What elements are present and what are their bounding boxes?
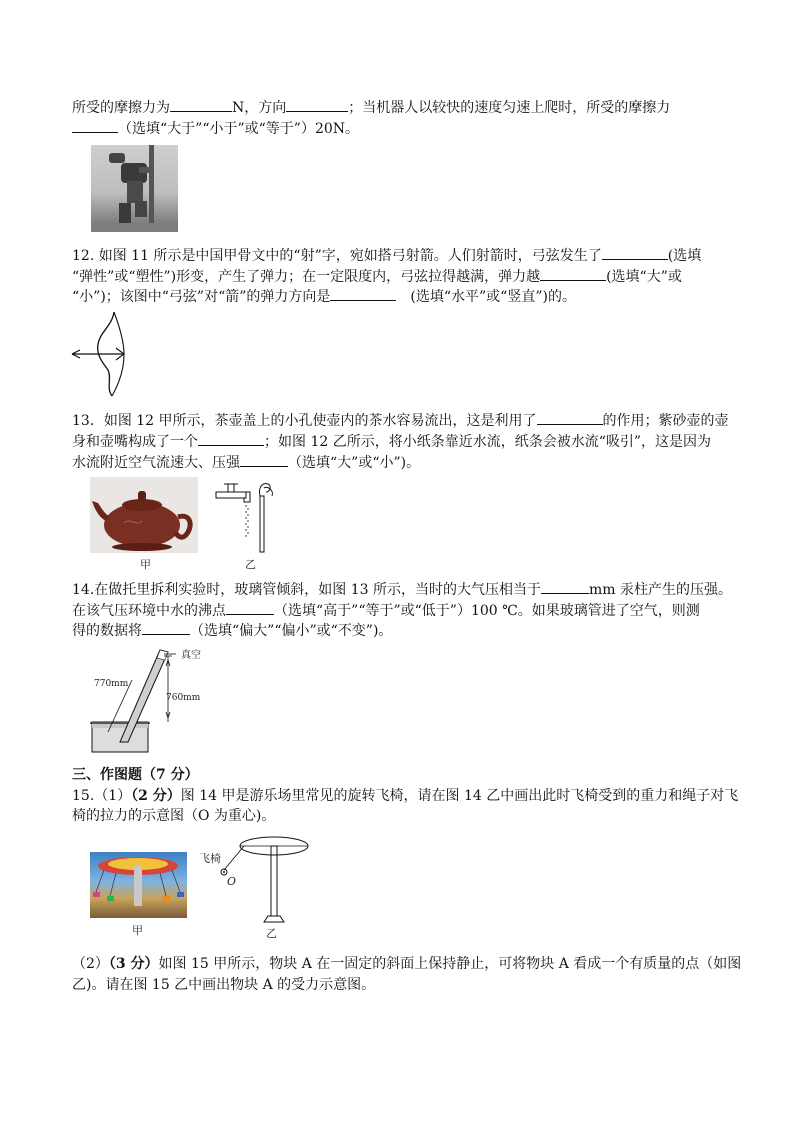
q14-line2: 在该气压环境中水的沸点 （选填“高于”“等于”或“低于”）100 ℃。如果玻璃管进了空气，则测	[72, 600, 732, 621]
height-760-label: 760mm	[166, 693, 201, 703]
q11-line1: 所受的摩擦力为 N，方向 ；当机器人以较快的速度匀速上爬时，所受的摩擦力	[72, 97, 732, 118]
teapot-illustration	[90, 477, 198, 553]
q15-part2-line1: （2）（3 分）如图 15 甲所示，物块 A 在一固定的斜面上保持静止，可将物块 A 看成一个有质量的点（如图	[72, 956, 742, 972]
answer-blank[interactable]	[170, 97, 232, 112]
chair-label: 飞椅	[199, 852, 221, 865]
q14-line3: 得的数据将 （选填“偏大”“偏小”或“不变”)。	[72, 620, 732, 641]
oracle-bone-shoot-figure	[68, 308, 128, 400]
answer-blank[interactable]	[226, 600, 274, 615]
q12-line1: 12. 如图 11 所示是中国甲骨文中的“射”字，宛如搭弓射箭。人们射箭时，弓弦发生了 (选填	[72, 245, 732, 266]
answer-blank[interactable]	[537, 410, 603, 425]
answer-blank[interactable]	[72, 118, 118, 133]
teapot-photo	[90, 477, 198, 553]
answer-blank[interactable]	[541, 579, 589, 594]
swing-ride-photo	[90, 852, 187, 918]
swing-ride-illustration	[90, 852, 187, 918]
fig14-caption-jia: 甲	[132, 924, 143, 937]
q13-line1: 13．如图 12 甲所示，茶壶盖上的小孔使壶内的茶水容易流出，这是利用了 的作用；紫砂壶的壶	[72, 410, 732, 431]
answer-blank[interactable]	[240, 452, 288, 467]
q12-line2: “弹性”或“塑性”)形变，产生了弹力；在一定限度内，弓弦拉得越满，弹力越 (选填“大”或	[72, 266, 732, 287]
q12-line3: “小”)；该图中“弓弦”对“箭”的弹力方向是 (选填“水平”或“竖直”)的。	[72, 286, 732, 307]
q15-line1: 15.（1）（2 分）图 14 甲是游乐场里常见的旋转飞椅，请在图 14 乙中画出此时飞椅受到的重力和绳子对飞	[72, 788, 739, 804]
section-title: 三、作图题（7 分）	[72, 767, 199, 783]
answer-blank[interactable]	[198, 431, 264, 446]
q13-line2: 身和壶嘴构成了一个 ；如图 12 乙所示，将小纸条靠近水流，纸条会被水流“吸引”，这是因为	[72, 431, 732, 452]
answer-blank[interactable]	[540, 266, 606, 281]
q13-line3: 水流附近空气流速大、压强 （选填“大”或“小”)。	[72, 452, 732, 473]
robot-illustration	[91, 145, 178, 232]
answer-blank[interactable]	[286, 97, 348, 112]
length-770-label: 770mm	[94, 679, 129, 689]
q15-line2: 椅的拉力的示意图（O 为重心)。	[72, 808, 276, 824]
faucet-paper-figure	[212, 478, 282, 554]
vacuum-label: 真空	[181, 650, 201, 661]
fig14-caption-yi: 乙	[266, 927, 277, 940]
q11-line2: （选填“大于”“小于”或“等于”）20N。	[72, 118, 732, 139]
fig12-caption-yi: 乙	[245, 558, 256, 571]
center-of-gravity-label: O	[227, 875, 237, 888]
q15-part2-line2: 乙)。请在图 15 乙中画出物块 A 的受力示意图。	[72, 977, 376, 993]
answer-blank[interactable]	[602, 245, 668, 260]
q14-line1: 14.在做托里拆利实验时，玻璃管倾斜，如图 13 所示，当时的大气压相当于 mm 汞柱产生的压强。	[72, 579, 732, 600]
answer-blank[interactable]	[142, 620, 190, 635]
fig12-caption-jia: 甲	[140, 558, 151, 571]
robot-climbing-photo	[91, 145, 178, 232]
answer-blank[interactable]	[330, 286, 396, 301]
